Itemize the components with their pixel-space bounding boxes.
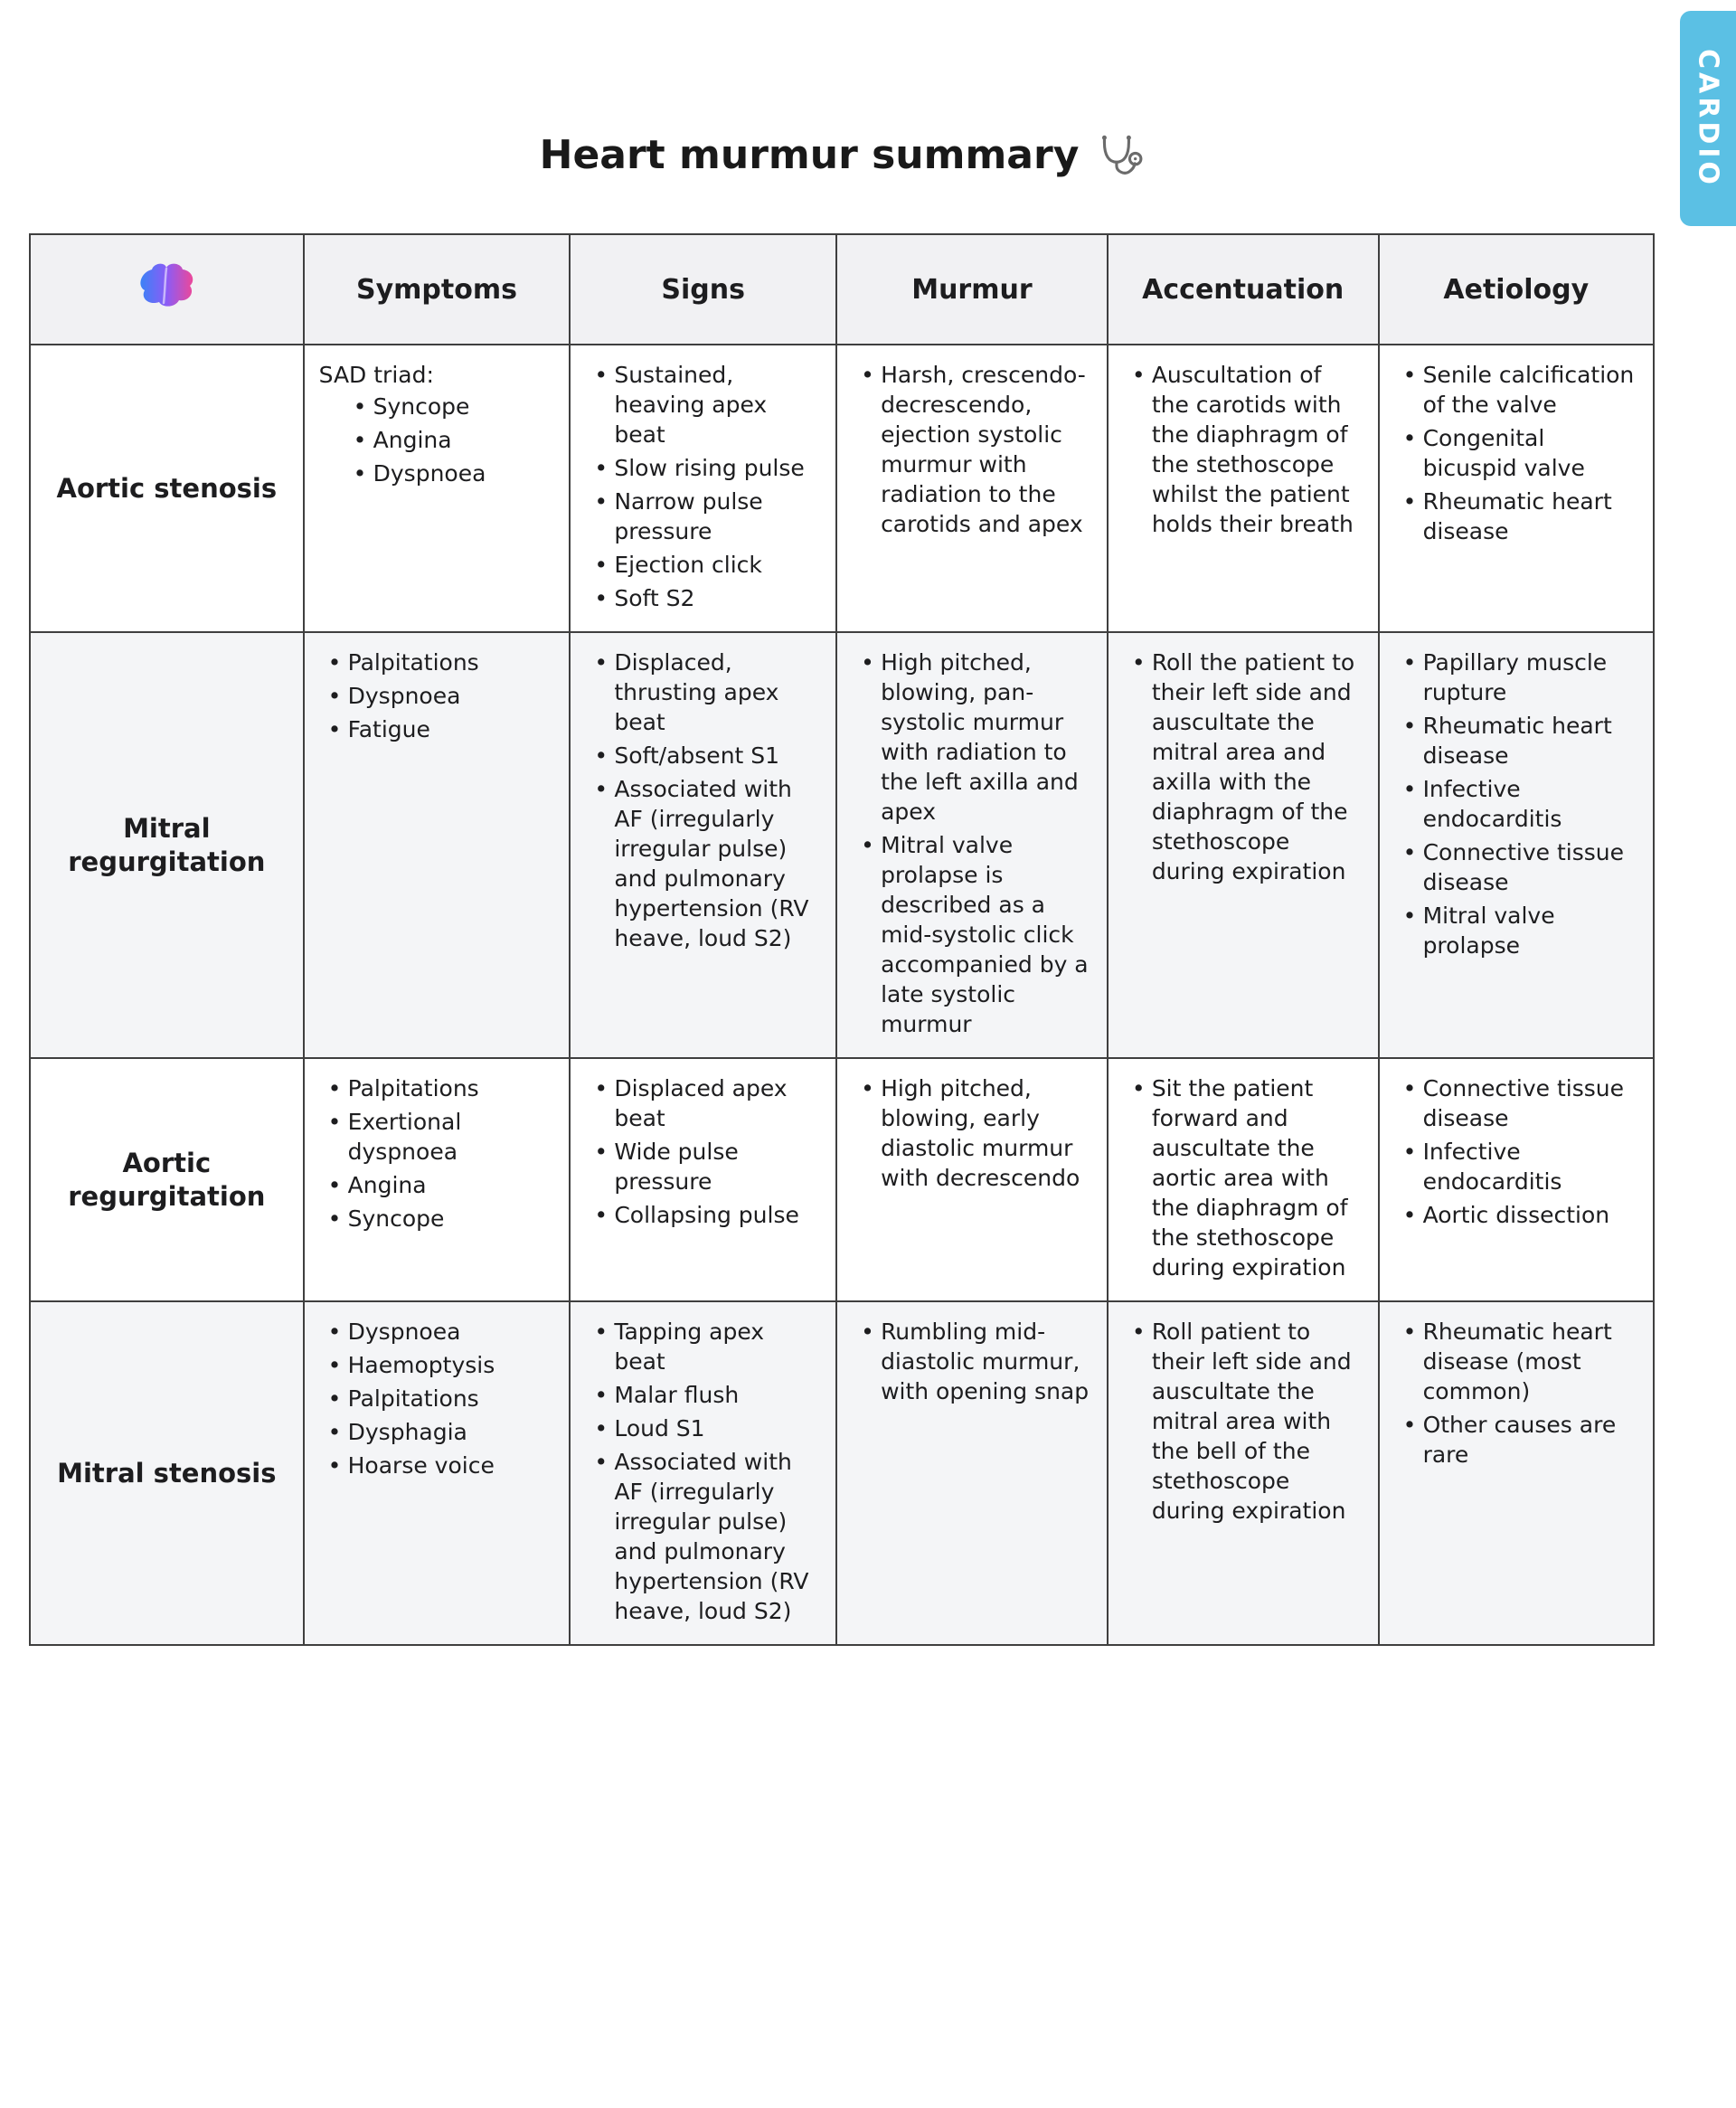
brain-icon	[134, 260, 199, 311]
bullet-item: • Dysphagia	[325, 1417, 555, 1447]
bullet-item: • Roll the patient to their left side and auscultate the mitral area and axilla with the diaphragm of the stethoscope during expiration	[1128, 648, 1363, 886]
bullet-list	[319, 392, 555, 488]
bullet-item: • Malar flush	[590, 1380, 821, 1410]
heart-murmur-table	[29, 233, 1655, 1646]
row-label: Aortic stenosis	[30, 345, 304, 632]
page-title: Heart murmur summary	[539, 132, 1080, 178]
bullet-item: • Collapsing pulse	[590, 1200, 821, 1230]
bullet-list	[1123, 1073, 1363, 1282]
bullet-item: • Tapping apex beat	[590, 1317, 821, 1376]
bullet-list	[1123, 1317, 1363, 1526]
bullet-item: • Syncope	[325, 1204, 555, 1234]
table-row	[30, 1058, 1654, 1301]
row-label: Mitral stenosis	[30, 1301, 304, 1645]
bullet-item: • Exertional dyspnoea	[325, 1107, 555, 1167]
bullet-item: • Syncope	[350, 392, 555, 421]
bullet-item: • Sustained, heaving apex beat	[590, 360, 821, 449]
column-header-symptoms: Symptoms	[304, 234, 571, 345]
row-label: Mitral regurgitation	[30, 632, 304, 1058]
bullet-item: • Narrow pulse pressure	[590, 487, 821, 546]
bullet-item: • Dyspnoea	[325, 1317, 555, 1347]
bullet-list	[852, 1073, 1092, 1193]
bullet-item: • Ejection click	[590, 550, 821, 580]
bullet-item: • Slow rising pulse	[590, 453, 821, 483]
bullet-list	[852, 360, 1092, 539]
bullet-item: • Soft S2	[590, 583, 821, 613]
bullet-item: • Rheumatic heart disease	[1400, 487, 1638, 546]
bullet-item: • Roll patient to their left side and auscultate the mitral area with the bell of the stethoscope during expiration	[1128, 1317, 1363, 1526]
column-header-aetiology: Aetiology	[1379, 234, 1654, 345]
column-header-signs: Signs	[570, 234, 836, 345]
header-icon-cell	[30, 234, 304, 345]
bullet-list	[1123, 360, 1363, 539]
bullet-item: • Fatigue	[325, 714, 555, 744]
cell-murmur	[836, 1058, 1108, 1301]
cell-murmur	[836, 632, 1108, 1058]
cell-murmur	[836, 1301, 1108, 1645]
bullet-item: • Rheumatic heart disease	[1400, 711, 1638, 770]
bullet-item: • Harsh, crescendo-decrescendo, ejection systolic murmur with radiation to the carotids and apex	[857, 360, 1092, 539]
bullet-item: • Connective tissue disease	[1400, 1073, 1638, 1133]
cell-intro: SAD triad:	[318, 362, 434, 388]
bullet-item: • Sit the patient forward and auscultate the aortic area with the diaphragm of the stethoscope during expiration	[1128, 1073, 1363, 1282]
bullet-item: • Senile calcification of the valve	[1400, 360, 1638, 420]
bullet-list	[585, 1317, 821, 1626]
bullet-item: • Loud S1	[590, 1413, 821, 1443]
bullet-item: • Dyspnoea	[325, 681, 555, 711]
bullet-item: • Congenital bicuspid valve	[1400, 423, 1638, 483]
bullet-item: • Mitral valve prolapse is described as a mid-systolic click accompanied by a late systolic murmur	[857, 830, 1092, 1039]
bullet-list	[1394, 1317, 1638, 1470]
cell-aetiology	[1379, 632, 1654, 1058]
cell-aetiology	[1379, 345, 1654, 632]
bullet-item: • Auscultation of the carotids with the diaphragm of the stethoscope whilst the patient holds their breath	[1128, 360, 1363, 539]
bullet-list	[1394, 648, 1638, 960]
cell-accentuation	[1108, 632, 1379, 1058]
cell-accentuation	[1108, 1301, 1379, 1645]
cell-accentuation	[1108, 345, 1379, 632]
bullet-item: • Infective endocarditis	[1400, 774, 1638, 834]
bullet-item: • Palpitations	[325, 648, 555, 677]
bullet-item: • Associated with AF (irregularly irregular pulse) and pulmonary hypertension (RV heave, loud S2)	[590, 774, 821, 953]
cell-aetiology	[1379, 1058, 1654, 1301]
bullet-item: • Aortic dissection	[1400, 1200, 1638, 1230]
bullet-item: • Other causes are rare	[1400, 1410, 1638, 1470]
cardio-corner-tab: CARDIO	[1680, 11, 1736, 226]
bullet-item: • Dyspnoea	[350, 458, 555, 488]
table-row	[30, 632, 1654, 1058]
title-block	[29, 132, 1655, 178]
table-row	[30, 345, 1654, 632]
cell-signs	[570, 1058, 836, 1301]
cell-symptoms	[304, 1301, 571, 1645]
cell-symptoms	[304, 632, 571, 1058]
cell-signs	[570, 1301, 836, 1645]
bullet-item: • Rheumatic heart disease (most common)	[1400, 1317, 1638, 1406]
bullet-item: • Connective tissue disease	[1400, 837, 1638, 897]
bullet-list	[1394, 1073, 1638, 1230]
bullet-item: • Angina	[325, 1170, 555, 1200]
bullet-item: • Infective endocarditis	[1400, 1137, 1638, 1196]
cell-accentuation	[1108, 1058, 1379, 1301]
table-row	[30, 1301, 1654, 1645]
cell-symptoms	[304, 1058, 571, 1301]
bullet-list	[319, 1073, 555, 1234]
cell-murmur	[836, 345, 1108, 632]
bullet-item: • High pitched, blowing, early diastolic murmur with decrescendo	[857, 1073, 1092, 1193]
bullet-list	[585, 360, 821, 613]
bullet-item: • Papillary muscle rupture	[1400, 648, 1638, 707]
bullet-item: • Rumbling mid-diastolic murmur, with opening snap	[857, 1317, 1092, 1406]
bullet-item: • Palpitations	[325, 1384, 555, 1413]
bullet-list	[585, 648, 821, 953]
cell-symptoms	[304, 345, 571, 632]
table-header	[30, 234, 1654, 345]
bullet-item: • Haemoptysis	[325, 1350, 555, 1380]
bullet-item: • Mitral valve prolapse	[1400, 901, 1638, 960]
bullet-item: • Hoarse voice	[325, 1451, 555, 1480]
stethoscope-icon	[1093, 134, 1144, 177]
cell-signs	[570, 632, 836, 1058]
bullet-item: • High pitched, blowing, pan-systolic murmur with radiation to the left axilla and apex	[857, 648, 1092, 827]
bullet-item: • Wide pulse pressure	[590, 1137, 821, 1196]
bullet-list	[852, 1317, 1092, 1406]
bullet-item: • Soft/absent S1	[590, 741, 821, 770]
bullet-item: • Palpitations	[325, 1073, 555, 1103]
bullet-item: • Associated with AF (irregularly irregular pulse) and pulmonary hypertension (RV heave, loud S2)	[590, 1447, 821, 1626]
bullet-list	[1394, 360, 1638, 546]
column-header-accentuation: Accentuation	[1108, 234, 1379, 345]
bullet-list	[585, 1073, 821, 1230]
table-body	[30, 345, 1654, 1645]
bullet-item: • Displaced apex beat	[590, 1073, 821, 1133]
bullet-list	[1123, 648, 1363, 886]
bullet-list	[319, 1317, 555, 1480]
bullet-list	[319, 648, 555, 744]
bullet-item: • Displaced, thrusting apex beat	[590, 648, 821, 737]
column-header-murmur: Murmur	[836, 234, 1108, 345]
bullet-item: • Angina	[350, 425, 555, 455]
row-label: Aortic regurgitation	[30, 1058, 304, 1301]
bullet-list	[852, 648, 1092, 1039]
cell-signs	[570, 345, 836, 632]
cell-aetiology	[1379, 1301, 1654, 1645]
